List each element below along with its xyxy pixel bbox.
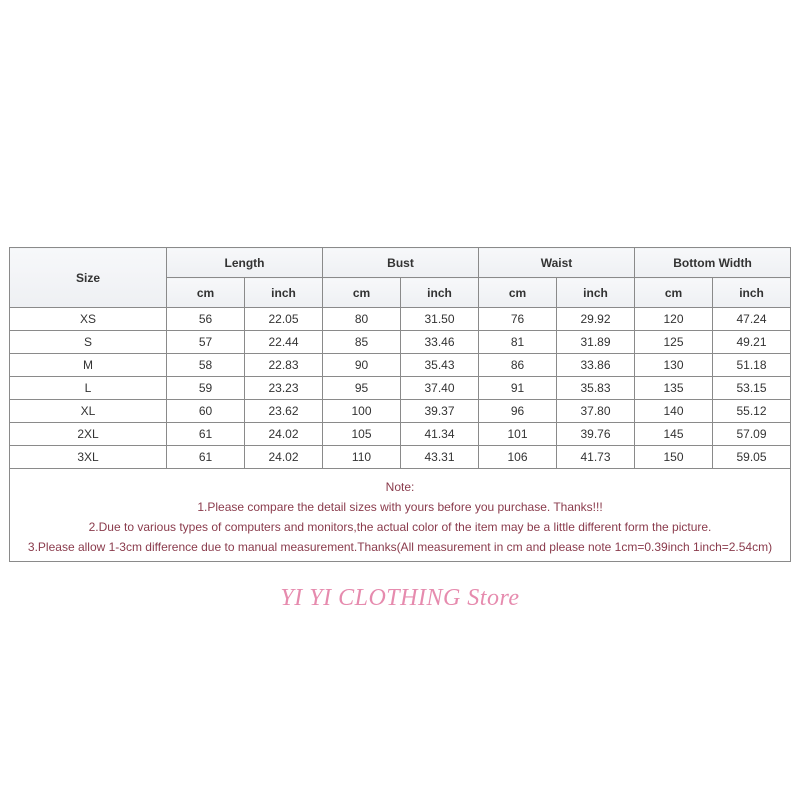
measurement-cell: 105 <box>323 423 401 446</box>
size-cell: XL <box>10 400 167 423</box>
measurement-cell: 22.05 <box>245 308 323 331</box>
size-cell: XS <box>10 308 167 331</box>
measurement-cell: 91 <box>479 377 557 400</box>
measurement-cell: 33.86 <box>557 354 635 377</box>
measurement-cell: 130 <box>635 354 713 377</box>
measurement-cell: 47.24 <box>713 308 791 331</box>
measurement-cell: 49.21 <box>713 331 791 354</box>
measurement-cell: 55.12 <box>713 400 791 423</box>
note-line-3: 3.Please allow 1-3cm difference due to manual measurement.Thanks(All measurement in cm and please note 1cm=0.39inch 1inch=2.54cm) <box>27 540 773 554</box>
bust-header: Bust <box>323 248 479 278</box>
note-line-1: 1.Please compare the detail sizes with yours before you purchase. Thanks!!! <box>197 500 603 514</box>
measurement-cell: 61 <box>167 446 245 469</box>
measurement-cell: 29.92 <box>557 308 635 331</box>
measurement-cell: 24.02 <box>245 423 323 446</box>
table-row <box>10 423 791 446</box>
measurement-cell: 106 <box>479 446 557 469</box>
measurement-cell: 33.46 <box>401 331 479 354</box>
table-row <box>10 308 791 331</box>
measurement-cell: 90 <box>323 354 401 377</box>
table-row <box>10 354 791 377</box>
measurement-cell: 81 <box>479 331 557 354</box>
measurement-cell: 58 <box>167 354 245 377</box>
measurement-cell: 41.34 <box>401 423 479 446</box>
unit-header: inch <box>245 278 323 308</box>
measurement-cell: 60 <box>167 400 245 423</box>
table-row <box>10 331 791 354</box>
measurement-cell: 140 <box>635 400 713 423</box>
size-cell: S <box>10 331 167 354</box>
measurement-cell: 23.23 <box>245 377 323 400</box>
measurement-cell: 31.89 <box>557 331 635 354</box>
measurement-cell: 100 <box>323 400 401 423</box>
size-chart-table <box>9 247 791 562</box>
notes-cell <box>10 469 791 562</box>
measurement-cell: 59 <box>167 377 245 400</box>
measurement-cell: 43.31 <box>401 446 479 469</box>
measurement-cell: 86 <box>479 354 557 377</box>
measurement-cell: 37.40 <box>401 377 479 400</box>
unit-header: cm <box>323 278 401 308</box>
note-line-2: 2.Due to various types of computers and monitors,the actual color of the item may be a little different form the picture. <box>88 520 712 534</box>
waist-header: Waist <box>479 248 635 278</box>
measurement-cell: 23.62 <box>245 400 323 423</box>
size-cell: 3XL <box>10 446 167 469</box>
measurement-cell: 135 <box>635 377 713 400</box>
store-watermark: YI YI CLOTHING Store <box>280 585 520 611</box>
measurement-cell: 80 <box>323 308 401 331</box>
measurement-cell: 22.44 <box>245 331 323 354</box>
table-row <box>10 400 791 423</box>
measurement-cell: 22.83 <box>245 354 323 377</box>
measurement-cell: 120 <box>635 308 713 331</box>
unit-header: cm <box>167 278 245 308</box>
measurement-cell: 24.02 <box>245 446 323 469</box>
size-cell: M <box>10 354 167 377</box>
measurement-cell: 101 <box>479 423 557 446</box>
unit-header: cm <box>479 278 557 308</box>
measurement-cell: 39.37 <box>401 400 479 423</box>
measurement-cell: 85 <box>323 331 401 354</box>
size-header: Size <box>10 248 167 308</box>
measurement-cell: 53.15 <box>713 377 791 400</box>
table-row <box>10 446 791 469</box>
table-row <box>10 377 791 400</box>
bottom-width-header: Bottom Width <box>635 248 791 278</box>
measurement-cell: 31.50 <box>401 308 479 331</box>
measurement-cell: 61 <box>167 423 245 446</box>
unit-header: inch <box>713 278 791 308</box>
measurement-cell: 39.76 <box>557 423 635 446</box>
size-cell: 2XL <box>10 423 167 446</box>
unit-header: cm <box>635 278 713 308</box>
notes-title: Note: <box>385 480 415 494</box>
length-header: Length <box>167 248 323 278</box>
measurement-cell: 57 <box>167 331 245 354</box>
measurement-cell: 56 <box>167 308 245 331</box>
measurement-cell: 145 <box>635 423 713 446</box>
measurement-cell: 35.83 <box>557 377 635 400</box>
measurement-cell: 110 <box>323 446 401 469</box>
measurement-cell: 96 <box>479 400 557 423</box>
measurement-cell: 51.18 <box>713 354 791 377</box>
measurement-cell: 41.73 <box>557 446 635 469</box>
measurement-cell: 76 <box>479 308 557 331</box>
measurement-cell: 150 <box>635 446 713 469</box>
size-cell: L <box>10 377 167 400</box>
unit-header: inch <box>557 278 635 308</box>
measurement-cell: 59.05 <box>713 446 791 469</box>
measurement-cell: 57.09 <box>713 423 791 446</box>
measurement-cell: 95 <box>323 377 401 400</box>
measurement-cell: 125 <box>635 331 713 354</box>
measurement-cell: 37.80 <box>557 400 635 423</box>
unit-header: inch <box>401 278 479 308</box>
measurement-cell: 35.43 <box>401 354 479 377</box>
